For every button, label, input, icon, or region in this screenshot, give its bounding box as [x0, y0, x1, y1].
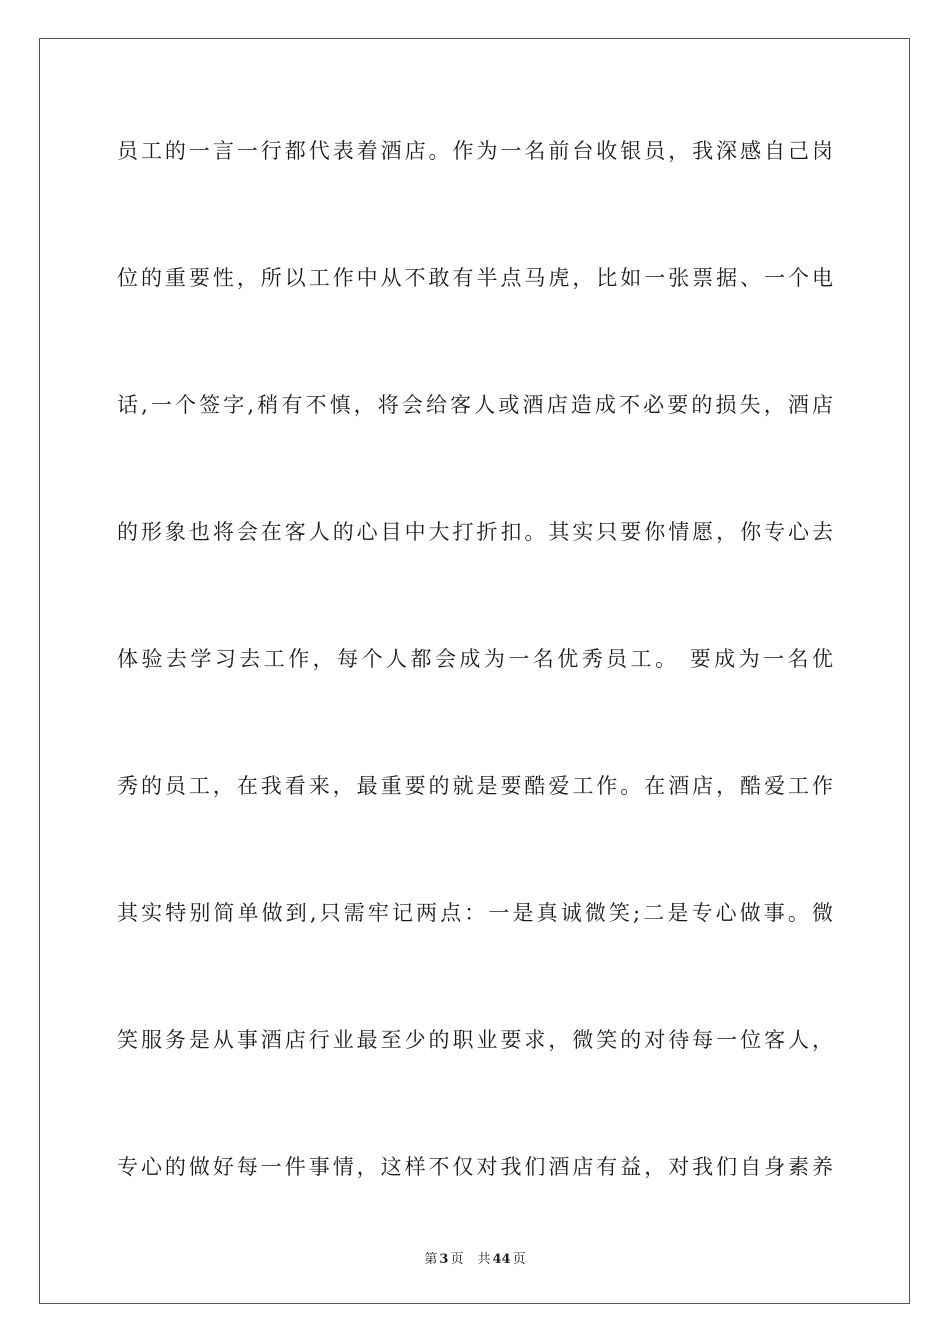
page-footer — [0, 1248, 950, 1267]
body-line-2: 位的重要性，所以工作中从不敢有半点马虎，比如一张票据、一个电 — [117, 266, 833, 290]
body-line-9: 专心的做好每一件事情，这样不仅对我们酒店有益，对我们自身素养 — [117, 1155, 833, 1179]
body-line-7: 其实特别简单做到,只需牢记两点：一是真诚微笑;二是专心做事。微 — [117, 901, 833, 925]
body-line-4: 的形象也将会在客人的心目中大打折扣。其实只要你情愿，你专心去 — [117, 520, 833, 544]
total-prefix: 共 — [477, 1252, 491, 1267]
total-suffix: 页 — [512, 1252, 526, 1267]
body-line-1: 员工的一言一行都代表着酒店。作为一名前台收银员，我深感自己岗 — [117, 139, 833, 163]
page-number: 3 — [439, 1252, 449, 1267]
body-line-6: 秀的员工，在我看来，最重要的就是要酷爱工作。在酒店，酷爱工作 — [117, 774, 833, 798]
document-body — [117, 131, 833, 1274]
page-prefix: 第 — [424, 1252, 438, 1267]
body-line-3: 话,一个签字,稍有不慎，将会给客人或酒店造成不必要的损失，酒店 — [117, 393, 833, 417]
page-suffix: 页 — [450, 1252, 464, 1267]
body-line-8: 笑服务是从事酒店行业最至少的职业要求，微笑的对待每一位客人， — [117, 1028, 833, 1052]
total-pages: 44 — [492, 1252, 511, 1267]
body-line-5: 体验去学习去工作，每个人都会成为一名优秀员工。 要成为一名优 — [117, 647, 833, 671]
